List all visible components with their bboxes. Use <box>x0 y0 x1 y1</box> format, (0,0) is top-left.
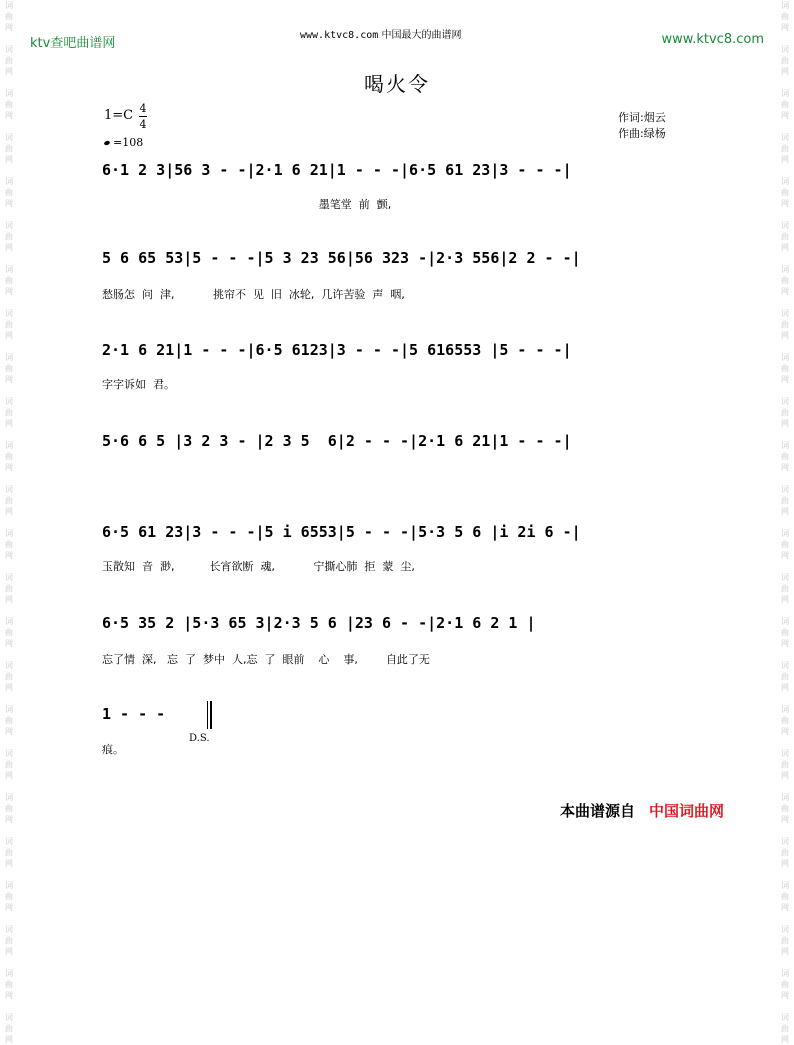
lyrics-line-6: 忘了情 深, 忘 了 梦中 人,忘 了 眼前 心 事, 自此了无 <box>102 653 430 666</box>
tempo-value: =108 <box>113 136 144 149</box>
lyrics-line-7: 痕。 <box>102 743 124 756</box>
center-text: 中国最大的曲谱网 <box>381 30 462 41</box>
tempo-marking <box>104 136 143 149</box>
quarter-note-icon <box>103 140 110 146</box>
music-line-3: 2·1 6 21|1 - - -|6·5 6123|3 - - -|5 616553 |5 - - -| <box>102 341 572 359</box>
key-signature: 1=C <box>104 108 134 123</box>
lyrics-line-3: 字字诉如 君。 <box>102 378 175 391</box>
footer-left: 本曲谱源自 <box>560 802 636 820</box>
lyrics-line-1: 墨笔堂 前 颤, <box>102 198 392 211</box>
footer-source <box>560 800 724 821</box>
composer: 作曲:绿杨 <box>618 127 666 140</box>
center-url[interactable]: www.ktvc8.com <box>300 30 379 41</box>
music-line-2: 5 6 65 53|5 - - -|5 3 23 56|56 323 -|2·3 556|2 2 - -| <box>102 249 581 267</box>
music-line-4: 5·6 6 5 |3 2 3 - |2 3 5 6|2 - - -|2·1 6 21|1 - - -| <box>102 432 572 450</box>
lyrics-line-2: 愁肠怎 问 津, 挑帘不 见 旧 冰轮, 几许苦验 声 咽, <box>102 288 405 301</box>
site-url-right[interactable]: www.ktvc8.com <box>661 32 764 47</box>
time-top: 4 <box>139 102 147 115</box>
site-name-left[interactable]: ktv查吧曲谱网 <box>30 36 116 51</box>
footer-right[interactable]: 中国词曲网 <box>649 802 725 820</box>
dal-segno: D.S. <box>189 733 210 744</box>
credits <box>618 110 666 142</box>
watermark-left: 词 曲 网 词 曲 网 词 曲 网 词 曲 网 词 曲 网 词 曲 网 词 曲 网 词 曲 网 词 曲 网 词 曲 网 词 曲 网 词 曲 网 词 曲 网 词 曲 网 词 曲 网 词 曲 网 词 曲 网 词 曲 网 词 曲 网 词 曲 网 词 曲 网 词 曲 网 词 曲 网 词 曲 网 <box>5 1 13 1044</box>
music-line-1: 6·1 2 3|56 3 - -|2·1 6 21|1 - - -|6·5 61 23|3 - - -| <box>102 161 572 179</box>
time-bottom: 4 <box>139 118 147 131</box>
time-signature <box>139 101 147 132</box>
music-line-6: 6·5 35 2 |5·3 65 3|2·3 5 6 |23 6 - -|2·1 6 2 1 | <box>102 614 536 632</box>
final-barline <box>207 701 212 729</box>
lyricist: 作词:烟云 <box>618 111 666 124</box>
song-title: 喝火令 <box>364 72 430 96</box>
lyrics-line-5: 玉散知 音 渺, 长宵欲断 魂, 宁撕心肺 拒 蒙 尘, <box>102 560 415 573</box>
music-line-5: 6·5 61 23|3 - - -|5 i 6553|5 - - -|5·3 5 6 |i 2i 6 -| <box>102 523 581 541</box>
watermark-right: 词 曲 网 词 曲 网 词 曲 网 词 曲 网 词 曲 网 词 曲 网 词 曲 网 词 曲 网 词 曲 网 词 曲 网 词 曲 网 词 曲 网 词 曲 网 词 曲 网 词 曲 网 词 曲 网 词 曲 网 词 曲 网 词 曲 网 词 曲 网 词 曲 网 词 曲 网 词 曲 网 词 曲 网 <box>781 1 789 1044</box>
site-tagline <box>300 26 461 41</box>
music-line-7: 1 - - - <box>102 705 166 723</box>
